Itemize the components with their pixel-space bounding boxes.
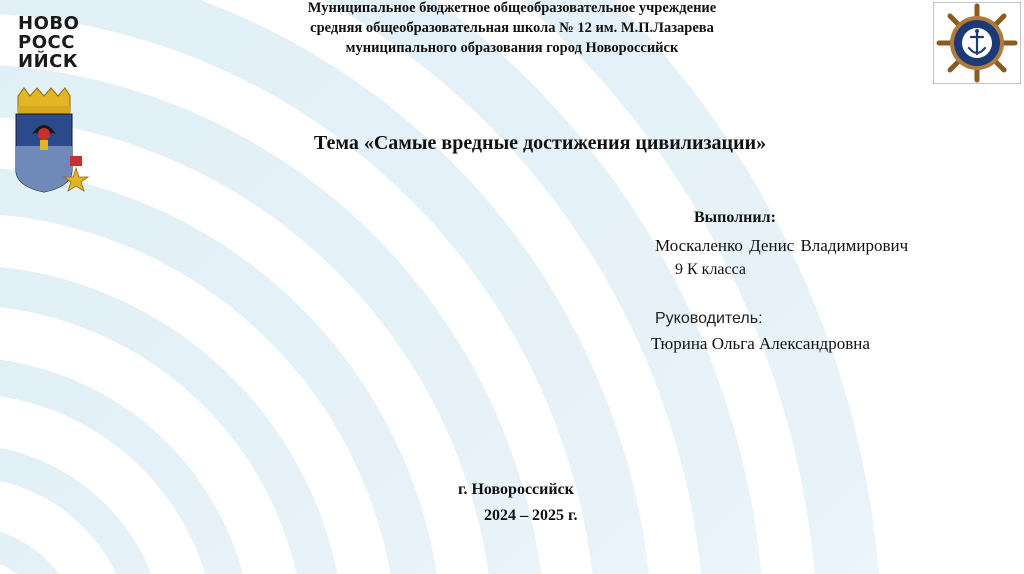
supervisor-name: Тюрина Ольга Александровна xyxy=(651,334,870,353)
performer-grade: 9 К класса xyxy=(675,261,747,278)
performer-label: Выполнил: xyxy=(694,209,776,226)
footer-years: 2024 – 2025 г. xyxy=(484,507,578,524)
city-logo-line-1: НОВО xyxy=(18,13,80,34)
footer-city: г. Новороссийск xyxy=(458,481,574,498)
city-logo-line-3: ИЙСК xyxy=(18,51,79,72)
institution-line-3: муниципального образования город Новороссийск xyxy=(345,40,679,56)
institution-line-1: Муниципальное бюджетное общеобразовательное учреждение xyxy=(307,0,717,16)
institution-line-2: средняя общеобразовательная школа № 12 им. М.П.Лазарева xyxy=(310,20,714,36)
performer-name: Москаленко Денис Владимирович xyxy=(655,236,909,255)
city-logo-line-2: РОСС xyxy=(18,32,75,53)
topic-title: Тема «Самые вредные достижения цивилизации» xyxy=(313,132,767,154)
supervisor-label: Руководитель: xyxy=(655,310,763,327)
